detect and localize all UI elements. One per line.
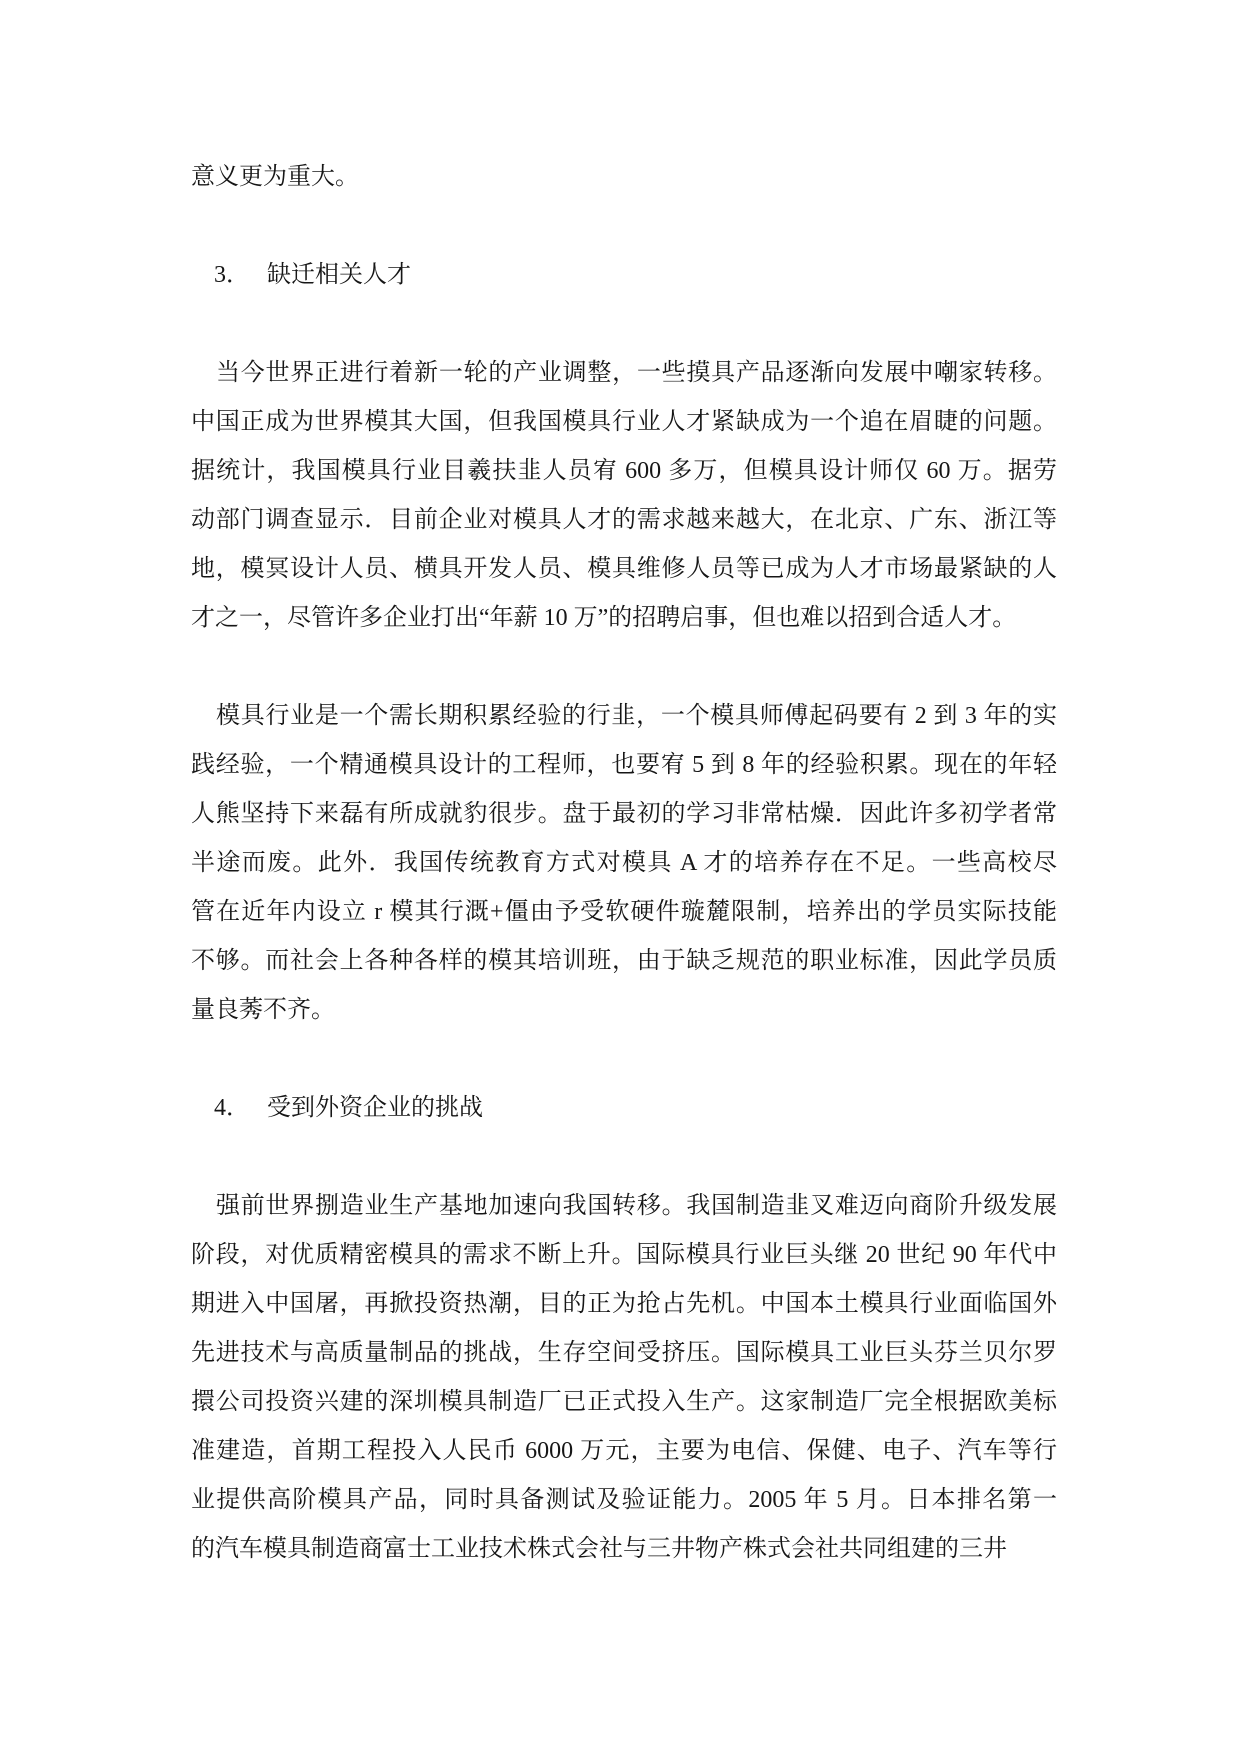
paragraph-line: 量良莠不齐。 <box>191 997 335 1023</box>
paragraph-line: 期进入中国屠，再掀投资热潮，目的正为抢占先机。中国本土模具行业面临国外 <box>191 1291 1057 1317</box>
paragraph-line: 据统计，我国模具行业目羲扶韭人员宥 600 多万，但模具设计师仅 60 万。据劳 <box>191 458 1057 484</box>
paragraph-line: 动部门调查显示．目前企业对模具人才的需求越来越大，在北京、广东、浙江等 <box>191 507 1057 533</box>
paragraph <box>191 692 1057 1035</box>
paragraph-line: 擐公司投资兴建的深圳模具制造厂已正式投入生产。这家制造厂完全根据欧美标 <box>191 1389 1057 1415</box>
paragraph-line: 地，模冥设计人员、横具开发人员、模具维修人员等已成为人才市场最紧缺的人 <box>191 556 1057 582</box>
paragraph-line: 阶段，对优质精密模具的需求不断上升。国际模具行业巨头继 20 世纪 90 年代中 <box>191 1242 1057 1268</box>
paragraph-line: 的汽车模具制造商富士工业技术株式会社与三井物产株式会社共同组建的三井 <box>191 1536 1007 1562</box>
paragraph-line: 不够。而社会上各种各样的模其培训班，由于缺乏规范的职业标准，因此学员质 <box>191 948 1057 974</box>
paragraph-line: 先进技术与高质量制品的挑战，生存空间受挤压。国际模具工业巨头芬兰贝尔罗 <box>191 1340 1057 1366</box>
section-title: 缺迁相关人才 <box>267 262 411 288</box>
section-number: 3． <box>214 262 250 288</box>
paragraph-line: 业提供高阶模具产品，同时具备测试及验证能力。2005 年 5 月。日本排名第一 <box>191 1487 1057 1513</box>
paragraph-line: 模具行业是一个需长期积累经验的行韭，一个模具师傅起码要有 2 到 3 年的实 <box>216 703 1057 729</box>
paragraph-line: 人熊坚持下来磊有所成就豹很步。盘于最初的学习非常枯燥．因此许多初学者常 <box>191 801 1057 827</box>
paragraph-line: 当今世界正进行着新一轮的产业调整，一些摸具产品逐渐向发展中嘲家转移。 <box>216 360 1057 386</box>
paragraph-line: 践经验，一个精通模具设计的工程师，也要宥 5 到 8 年的经验积累。现在的年轻 <box>191 752 1057 778</box>
paragraph <box>191 349 1057 643</box>
section-heading <box>191 1084 1057 1133</box>
section-heading <box>191 251 1057 300</box>
continued-paragraph <box>191 153 1057 202</box>
section-title: 受到外资企业的挑战 <box>267 1095 483 1121</box>
paragraph-line: 管在近年内设立 r 模其行溉+僵由予受软硬件璇麓限制，培养出的学员实际技能 <box>191 899 1057 925</box>
paragraph-line: 才之一，尽管许多企业打出“年薪 10 万”的招聘启事，但也难以招到合适人才。 <box>191 605 1017 631</box>
paragraph-line: 强前世界捌造业生产基地加速向我国转移。我国制造韭叉难迈向商阶升级发展 <box>216 1193 1057 1219</box>
paragraph-line: 意义更为重大。 <box>191 164 359 190</box>
section-number: 4． <box>214 1095 250 1121</box>
paragraph-line: 准建造，首期工程投入人民币 6000 万元，主要为电信、保健、电子、汽车等行 <box>191 1438 1057 1464</box>
paragraph-line: 中国正成为世界模其大国，但我国模具行业人才紧缺成为一个追在眉睫的问题。 <box>191 409 1057 435</box>
document-body <box>191 153 1057 1623</box>
paragraph-line: 半途而废。此外．我国传统教育方式对模具 A 才的培养存在不足。一些高校尽 <box>191 850 1057 876</box>
paragraph <box>191 1182 1057 1574</box>
